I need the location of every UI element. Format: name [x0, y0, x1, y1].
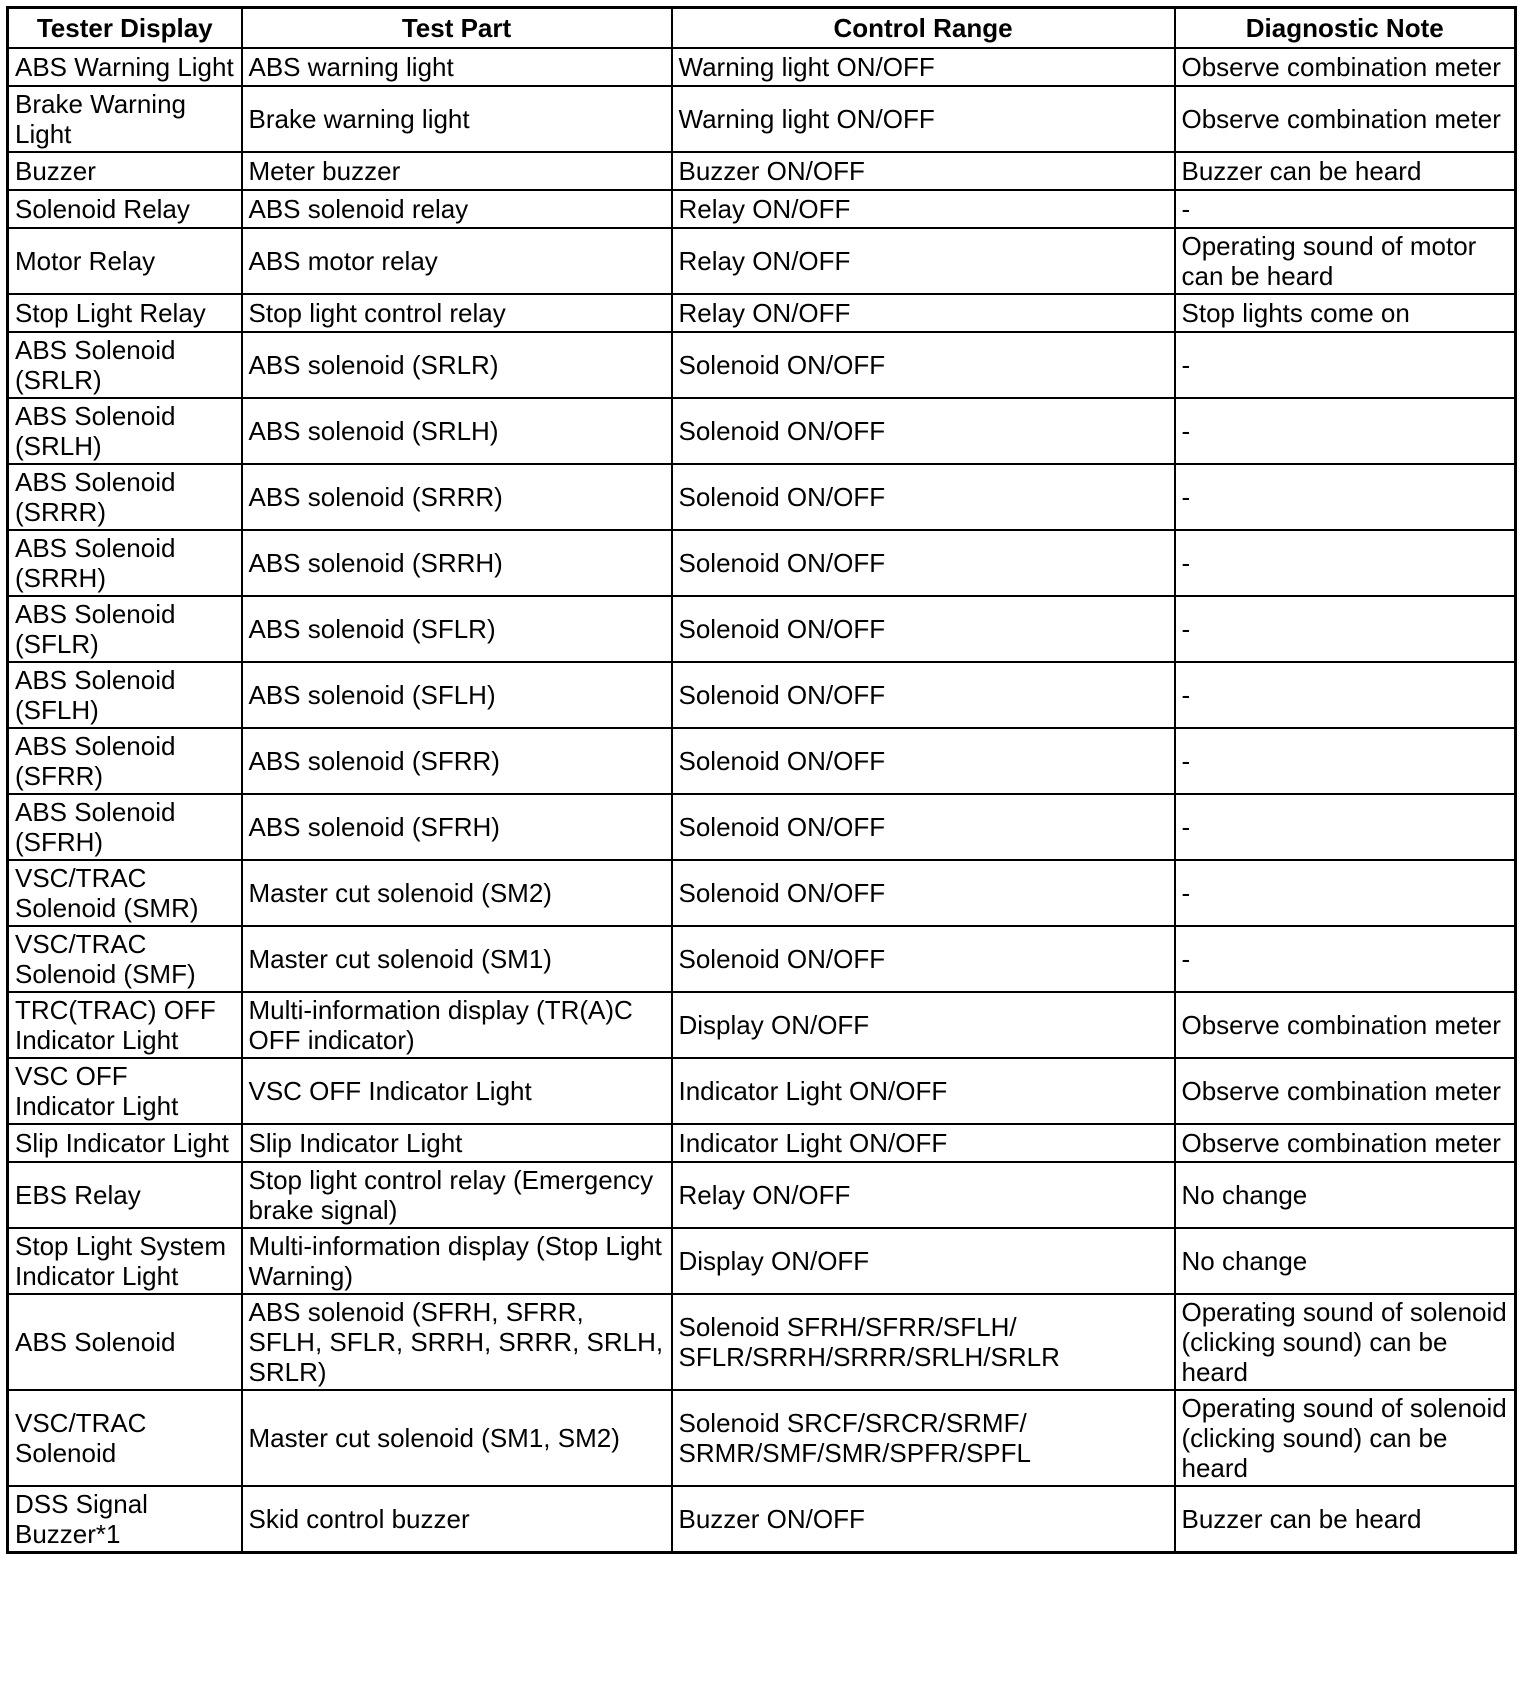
tester-display-cell: VSC/TRAC Solenoid: [8, 1390, 242, 1486]
test-part-cell: Skid control buzzer: [242, 1486, 672, 1553]
diagnostic-note-cell: -: [1175, 860, 1516, 926]
control-range-cell: Indicator Light ON/OFF: [672, 1124, 1175, 1162]
test-part-cell: Brake warning light: [242, 86, 672, 152]
tester-display-cell: ABS Solenoid (SRRR): [8, 464, 242, 530]
test-part-cell: ABS warning light: [242, 48, 672, 86]
tester-display-cell: Slip Indicator Light: [8, 1124, 242, 1162]
table-row: [8, 1228, 1516, 1294]
control-range-cell: Solenoid ON/OFF: [672, 926, 1175, 992]
tester-display-cell: Solenoid Relay: [8, 190, 242, 228]
control-range-cell: Relay ON/OFF: [672, 228, 1175, 294]
table-row: [8, 1162, 1516, 1228]
tester-display-cell: Buzzer: [8, 152, 242, 190]
control-range-cell: Relay ON/OFF: [672, 190, 1175, 228]
table-row: [8, 464, 1516, 530]
table-row: [8, 1486, 1516, 1553]
diagnostic-note-cell: Observe combination meter: [1175, 48, 1516, 86]
column-header-test-part: Test Part: [242, 8, 672, 49]
control-range-cell: Solenoid ON/OFF: [672, 332, 1175, 398]
diagnostic-note-cell: -: [1175, 926, 1516, 992]
diagnostic-note-cell: Stop lights come on: [1175, 294, 1516, 332]
test-part-cell: VSC OFF Indicator Light: [242, 1058, 672, 1124]
diagnostic-note-cell: No change: [1175, 1162, 1516, 1228]
test-part-cell: ABS solenoid (SRRH): [242, 530, 672, 596]
control-range-cell: Relay ON/OFF: [672, 294, 1175, 332]
tester-display-cell: EBS Relay: [8, 1162, 242, 1228]
table-row: [8, 48, 1516, 86]
table-row: [8, 794, 1516, 860]
tester-display-cell: ABS Solenoid (SRLH): [8, 398, 242, 464]
test-part-cell: Multi-information display (Stop Light Warning): [242, 1228, 672, 1294]
tester-display-cell: ABS Warning Light: [8, 48, 242, 86]
control-range-cell: Solenoid ON/OFF: [672, 794, 1175, 860]
diagnostic-note-cell: Operating sound of motor can be heard: [1175, 228, 1516, 294]
tester-display-cell: ABS Solenoid: [8, 1294, 242, 1390]
diagnostic-note-cell: -: [1175, 332, 1516, 398]
control-range-cell: Solenoid ON/OFF: [672, 530, 1175, 596]
diagnostic-note-cell: -: [1175, 662, 1516, 728]
control-range-cell: Solenoid ON/OFF: [672, 398, 1175, 464]
control-range-cell: Indicator Light ON/OFF: [672, 1058, 1175, 1124]
control-range-cell: Solenoid ON/OFF: [672, 860, 1175, 926]
test-part-cell: Master cut solenoid (SM1, SM2): [242, 1390, 672, 1486]
diagnostic-note-cell: Operating sound of solenoid (clicking sound) can be heard: [1175, 1294, 1516, 1390]
column-header-control-range: Control Range: [672, 8, 1175, 49]
diagnostic-note-cell: Observe combination meter: [1175, 992, 1516, 1058]
table-row: [8, 992, 1516, 1058]
diagnostic-note-cell: Buzzer can be heard: [1175, 152, 1516, 190]
control-range-cell: Buzzer ON/OFF: [672, 152, 1175, 190]
table-row: [8, 596, 1516, 662]
tester-display-cell: ABS Solenoid (SFRR): [8, 728, 242, 794]
control-range-cell: Solenoid ON/OFF: [672, 464, 1175, 530]
table-body: [8, 48, 1516, 1553]
control-range-cell: Solenoid SFRH/SFRR/SFLH/ SFLR/SRRH/SRRR/SRLH/SRLR: [672, 1294, 1175, 1390]
control-range-cell: Buzzer ON/OFF: [672, 1486, 1175, 1553]
column-header-tester-display: Tester Display: [8, 8, 242, 49]
column-header-diagnostic-note: Diagnostic Note: [1175, 8, 1516, 49]
tester-display-cell: DSS Signal Buzzer*1: [8, 1486, 242, 1553]
table-row: [8, 860, 1516, 926]
tester-display-cell: Motor Relay: [8, 228, 242, 294]
table-row: [8, 1058, 1516, 1124]
control-range-cell: Display ON/OFF: [672, 992, 1175, 1058]
table-row: [8, 398, 1516, 464]
tester-display-cell: Brake Warning Light: [8, 86, 242, 152]
test-part-cell: ABS motor relay: [242, 228, 672, 294]
table-row: [8, 86, 1516, 152]
header-row: [8, 8, 1516, 49]
table-row: [8, 728, 1516, 794]
table-row: [8, 152, 1516, 190]
diagnostic-note-cell: Buzzer can be heard: [1175, 1486, 1516, 1553]
diagnostic-note-cell: -: [1175, 398, 1516, 464]
diagnostic-note-cell: -: [1175, 464, 1516, 530]
tester-display-cell: ABS Solenoid (SFLH): [8, 662, 242, 728]
diagnostic-note-cell: Observe combination meter: [1175, 1124, 1516, 1162]
control-range-cell: Solenoid ON/OFF: [672, 662, 1175, 728]
test-part-cell: ABS solenoid (SRLH): [242, 398, 672, 464]
test-part-cell: Multi-information display (TR(A)C OFF indicator): [242, 992, 672, 1058]
tester-display-cell: VSC OFF Indicator Light: [8, 1058, 242, 1124]
control-range-cell: Relay ON/OFF: [672, 1162, 1175, 1228]
test-part-cell: ABS solenoid (SFRR): [242, 728, 672, 794]
table-row: [8, 662, 1516, 728]
table-row: [8, 1390, 1516, 1486]
control-range-cell: Solenoid SRCF/SRCR/SRMF/ SRMR/SMF/SMR/SPFR/SPFL: [672, 1390, 1175, 1486]
table-row: [8, 332, 1516, 398]
diagnostic-note-cell: -: [1175, 530, 1516, 596]
test-part-cell: Meter buzzer: [242, 152, 672, 190]
test-part-cell: ABS solenoid (SFRH, SFRR, SFLH, SFLR, SRRH, SRRR, SRLH, SRLR): [242, 1294, 672, 1390]
diagnostic-note-cell: -: [1175, 728, 1516, 794]
tester-display-cell: ABS Solenoid (SFRH): [8, 794, 242, 860]
table-row: [8, 530, 1516, 596]
control-range-cell: Warning light ON/OFF: [672, 48, 1175, 86]
table-row: [8, 1294, 1516, 1390]
tester-display-cell: TRC(TRAC) OFF Indicator Light: [8, 992, 242, 1058]
table-row: [8, 190, 1516, 228]
test-part-cell: ABS solenoid (SRRR): [242, 464, 672, 530]
test-part-cell: Slip Indicator Light: [242, 1124, 672, 1162]
table-row: [8, 926, 1516, 992]
diagnostic-note-cell: Observe combination meter: [1175, 86, 1516, 152]
tester-display-cell: VSC/TRAC Solenoid (SMR): [8, 860, 242, 926]
diagnostic-note-cell: -: [1175, 190, 1516, 228]
diagnostic-note-cell: Observe combination meter: [1175, 1058, 1516, 1124]
table-row: [8, 228, 1516, 294]
diagnostic-note-cell: No change: [1175, 1228, 1516, 1294]
test-part-cell: ABS solenoid (SFLR): [242, 596, 672, 662]
active-test-table: [6, 6, 1517, 1554]
diagnostic-note-cell: Operating sound of solenoid (clicking sound) can be heard: [1175, 1390, 1516, 1486]
test-part-cell: Master cut solenoid (SM1): [242, 926, 672, 992]
table-row: [8, 1124, 1516, 1162]
tester-display-cell: VSC/TRAC Solenoid (SMF): [8, 926, 242, 992]
test-part-cell: Stop light control relay (Emergency brake signal): [242, 1162, 672, 1228]
test-part-cell: Stop light control relay: [242, 294, 672, 332]
diagnostic-note-cell: -: [1175, 596, 1516, 662]
tester-display-cell: ABS Solenoid (SFLR): [8, 596, 242, 662]
tester-display-cell: Stop Light Relay: [8, 294, 242, 332]
diagnostic-note-cell: -: [1175, 794, 1516, 860]
control-range-cell: Solenoid ON/OFF: [672, 728, 1175, 794]
control-range-cell: Solenoid ON/OFF: [672, 596, 1175, 662]
tester-display-cell: ABS Solenoid (SRLR): [8, 332, 242, 398]
control-range-cell: Warning light ON/OFF: [672, 86, 1175, 152]
test-part-cell: ABS solenoid (SFLH): [242, 662, 672, 728]
control-range-cell: Display ON/OFF: [672, 1228, 1175, 1294]
test-part-cell: Master cut solenoid (SM2): [242, 860, 672, 926]
tester-display-cell: ABS Solenoid (SRRH): [8, 530, 242, 596]
test-part-cell: ABS solenoid relay: [242, 190, 672, 228]
test-part-cell: ABS solenoid (SFRH): [242, 794, 672, 860]
tester-display-cell: Stop Light System Indicator Light: [8, 1228, 242, 1294]
table-row: [8, 294, 1516, 332]
test-part-cell: ABS solenoid (SRLR): [242, 332, 672, 398]
